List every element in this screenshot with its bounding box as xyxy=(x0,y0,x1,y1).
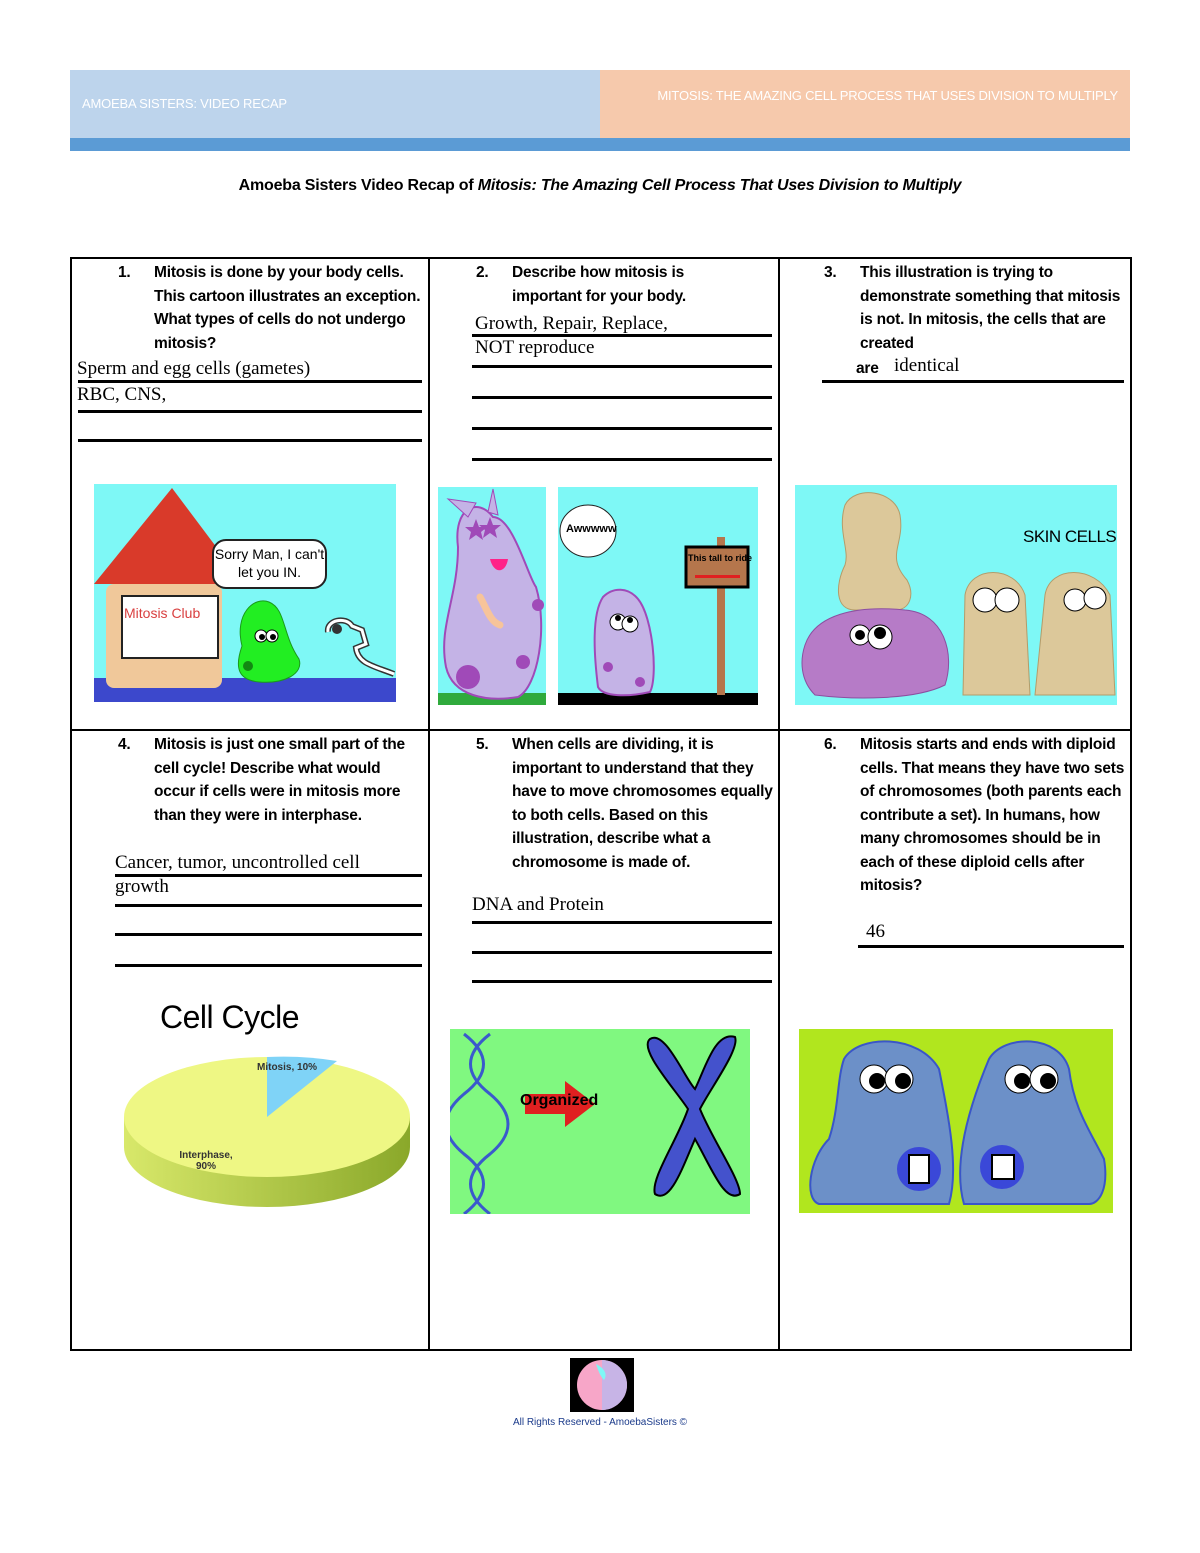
svg-text:Mitosis Club: Mitosis Club xyxy=(124,605,201,621)
question-text: Describe how mitosis is important for your body. xyxy=(512,264,687,305)
header-left-label: AMOEBA SISTERS: VIDEO RECAP xyxy=(82,96,287,111)
answer-line xyxy=(78,439,422,442)
question-text: Mitosis is done by your body cells. This cartoon illustrates an exception. What types of cells do not undergo mitosis? xyxy=(154,264,421,352)
answer-line xyxy=(472,951,772,954)
illustration-height-sign xyxy=(558,487,758,705)
answer-line xyxy=(822,380,1124,383)
illustration-dna-chromosome xyxy=(450,1029,750,1214)
question-number: 3. xyxy=(824,264,837,281)
question-grid xyxy=(70,257,1132,1351)
house-icon xyxy=(94,484,396,702)
title-prefix: Amoeba Sisters Video Recap of xyxy=(238,177,478,194)
document-header xyxy=(70,70,1130,138)
answer-field[interactable]: RBC, CNS, xyxy=(77,384,167,405)
answer-line xyxy=(115,964,422,967)
answer-line xyxy=(472,921,772,924)
answer-field[interactable]: 46 xyxy=(866,921,885,942)
answer-field[interactable]: Sperm and egg cells (gametes) xyxy=(77,358,311,379)
answer-line xyxy=(115,933,422,936)
sign-text: This tall to ride xyxy=(688,553,753,563)
answer-field[interactable]: Cancer, tumor, uncontrolled cell xyxy=(115,852,360,873)
question-text: When cells are dividing, it is important to understand that they have to move chromosomes equally to both cells. Based on this illustration, describe what a chromosome is made of. xyxy=(512,736,773,871)
header-accent-bar xyxy=(70,138,1130,151)
answer-field[interactable]: DNA and Protein xyxy=(472,894,604,915)
answer-field[interactable]: NOT reproduce xyxy=(475,337,595,358)
answer-line xyxy=(472,427,772,430)
amoeba-sisters-logo xyxy=(570,1358,634,1412)
grid-divider xyxy=(428,259,430,1349)
dna-to-chromosome xyxy=(450,1029,750,1214)
question-text: Mitosis is just one small part of the cell cycle! Describe what would occur if cells were in mitosis more than they were in interphase. xyxy=(154,736,405,824)
answer-line xyxy=(472,458,772,461)
answer-field[interactable]: Growth, Repair, Replace, xyxy=(475,313,668,334)
mitosis-slice-label: Mitosis, 10% xyxy=(257,1062,318,1073)
speech-bubble: Sorry Man, I can't let you IN. xyxy=(212,539,327,589)
header-right-panel xyxy=(600,70,1130,138)
illustration-mitosis-club xyxy=(94,484,396,702)
header-left-panel xyxy=(70,70,600,138)
question-number: 5. xyxy=(476,736,489,753)
grid-divider xyxy=(72,729,1130,731)
skin-cells-scene xyxy=(795,485,1117,705)
answer-line xyxy=(115,904,422,907)
answer-line xyxy=(472,365,772,368)
thought-bubble-text: Awwwww xyxy=(566,523,617,535)
header-right-label: MITOSIS: THE AMAZING CELL PROCESS THAT USES DIVISION TO MULTIPLY xyxy=(657,88,1118,103)
organized-label: Organized xyxy=(520,1092,599,1109)
answer-line xyxy=(858,945,1124,948)
answer-field[interactable]: growth xyxy=(115,876,169,897)
answer-line xyxy=(472,980,772,983)
answer-line xyxy=(78,380,422,383)
answer-prefix: are xyxy=(856,360,879,377)
amoeba-icon xyxy=(438,487,546,705)
title-italic: Mitosis: The Amazing Cell Process That Uses Division to Multiply xyxy=(477,177,962,194)
question-number: 1. xyxy=(118,264,131,281)
skin-cells-label: SKIN CELLS xyxy=(1023,527,1117,546)
copyright-text: All Rights Reserved - AmoebaSisters © xyxy=(512,1417,688,1428)
answer-line xyxy=(472,396,772,399)
logo-icon xyxy=(570,1358,634,1412)
answer-field[interactable]: identical xyxy=(894,355,960,376)
question-number: 2. xyxy=(476,264,489,281)
interphase-slice-label: Interphase, 90% xyxy=(179,1150,233,1172)
amoeba-sign-scene xyxy=(558,487,758,705)
illustration-happy-amoeba xyxy=(438,487,546,705)
question-number: 4. xyxy=(118,736,131,753)
cell-cycle-pie-chart xyxy=(112,997,422,1212)
illustration-skin-cells xyxy=(795,485,1117,705)
grid-divider xyxy=(778,259,780,1349)
diploid-cells-scene xyxy=(799,1029,1113,1213)
question-number: 6. xyxy=(824,736,837,753)
question-text: Mitosis starts and ends with diploid cells. That means they have two sets of chromosomes (both parents each contribute a set). In humans, how many chromosomes should be in each of these diploid cells after mitosis? xyxy=(860,736,1125,894)
pie-chart xyxy=(112,997,422,1212)
illustration-diploid-cells xyxy=(799,1029,1113,1213)
chart-title: Cell Cycle xyxy=(160,999,300,1035)
answer-line xyxy=(78,410,422,413)
question-text: This illustration is trying to demonstrate something that mitosis is not. In mitosis, the cells that are created xyxy=(860,264,1121,352)
page-title xyxy=(0,177,1200,195)
